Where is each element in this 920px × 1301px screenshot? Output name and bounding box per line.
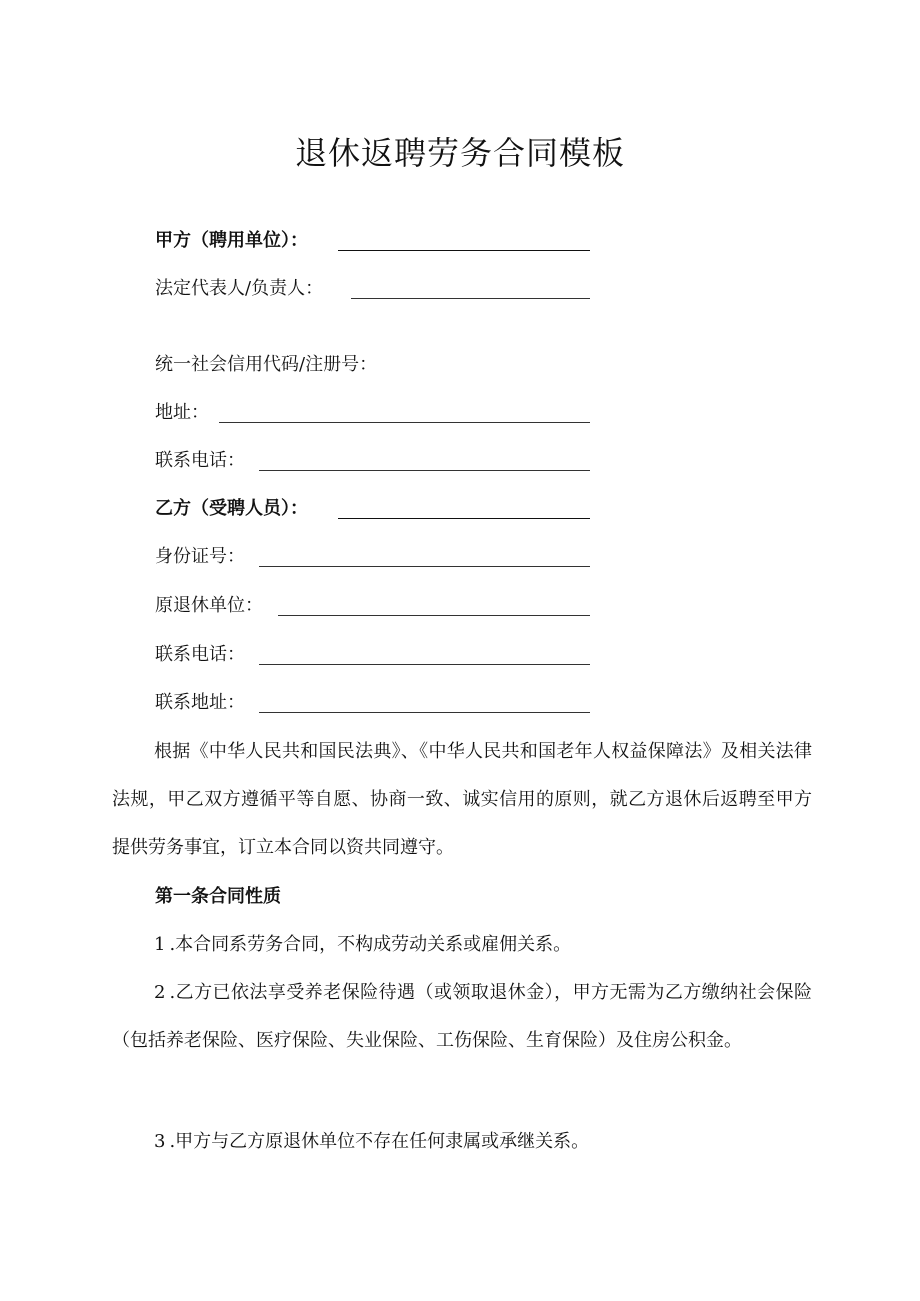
- article1-item: [112, 921, 812, 969]
- party-a-address-field: [155, 398, 595, 428]
- article1-item: [112, 969, 812, 1065]
- party-b-phone-field: [155, 640, 595, 670]
- preamble-paragraph: 根据《中华人民共和国民法典》、《中华人民共和国老年人权益保障法》及相关法律法规，甲乙双方遵循平等自愿、协商一致、诚实信用的原则，就乙方退休后返聘至甲方提供劳务事宜，订立本合同以资共同遵守。: [112, 741, 812, 858]
- party-b-phone-blank: [259, 664, 590, 665]
- party-b-id-blank: [259, 566, 590, 567]
- party-a-phone-label: 联系电话：: [155, 450, 245, 471]
- party-b-id-field: [155, 542, 595, 572]
- party-b-id-label: 身份证号：: [155, 546, 245, 567]
- article1-item-number: 3: [154, 1131, 166, 1152]
- party-a-name-field: [155, 226, 595, 256]
- party-b-address-label: 联系地址：: [155, 692, 245, 713]
- party-a-code-field: [155, 350, 595, 380]
- article1-item-number: 2: [154, 982, 166, 1003]
- article1-item-text: .甲方与乙方原退休单位不存在任何隶属或承继关系。: [169, 1131, 590, 1152]
- party-b-former-unit-label: 原退休单位：: [155, 595, 263, 616]
- party-a-address-blank: [219, 422, 590, 423]
- article1-item-number: 1: [154, 934, 166, 955]
- party-b-phone-label: 联系电话：: [155, 644, 245, 665]
- party-a-address-label: 地址：: [155, 402, 209, 423]
- party-b-former-unit-blank: [278, 615, 590, 616]
- party-b-name-blank: [338, 518, 590, 519]
- document-title: 退休返聘劳务合同模板: [294, 134, 625, 172]
- article1-item-text: .本合同系劳务合同，不构成劳动关系或雇佣关系。: [169, 934, 572, 955]
- party-a-rep-field: [155, 274, 595, 304]
- article1-item: [112, 1118, 812, 1166]
- article1-heading: 第一条合同性质: [155, 886, 281, 907]
- article1-item-text: .乙方已依法享受养老保险待遇（或领取退休金），甲方无需为乙方缴纳社会保险（包括养老保险、医疗保险、失业保险、工伤保险、生育保险）及住房公积金。: [112, 982, 812, 1051]
- party-b-address-field: [155, 688, 595, 718]
- party-a-name-label: 甲方（聘用单位）：: [155, 230, 308, 251]
- party-a-rep-blank: [351, 298, 590, 299]
- party-b-former-unit-field: [155, 591, 595, 621]
- party-b-name-field: [155, 494, 595, 524]
- party-a-code-label: 统一社会信用代码/注册号：: [155, 354, 378, 375]
- party-b-address-blank: [259, 712, 590, 713]
- party-a-rep-label: 法定代表人/负责人：: [155, 278, 324, 299]
- party-b-name-label: 乙方（受聘人员）：: [155, 498, 308, 519]
- party-a-phone-blank: [259, 470, 590, 471]
- party-a-name-blank: [338, 250, 590, 251]
- party-a-phone-field: [155, 446, 595, 476]
